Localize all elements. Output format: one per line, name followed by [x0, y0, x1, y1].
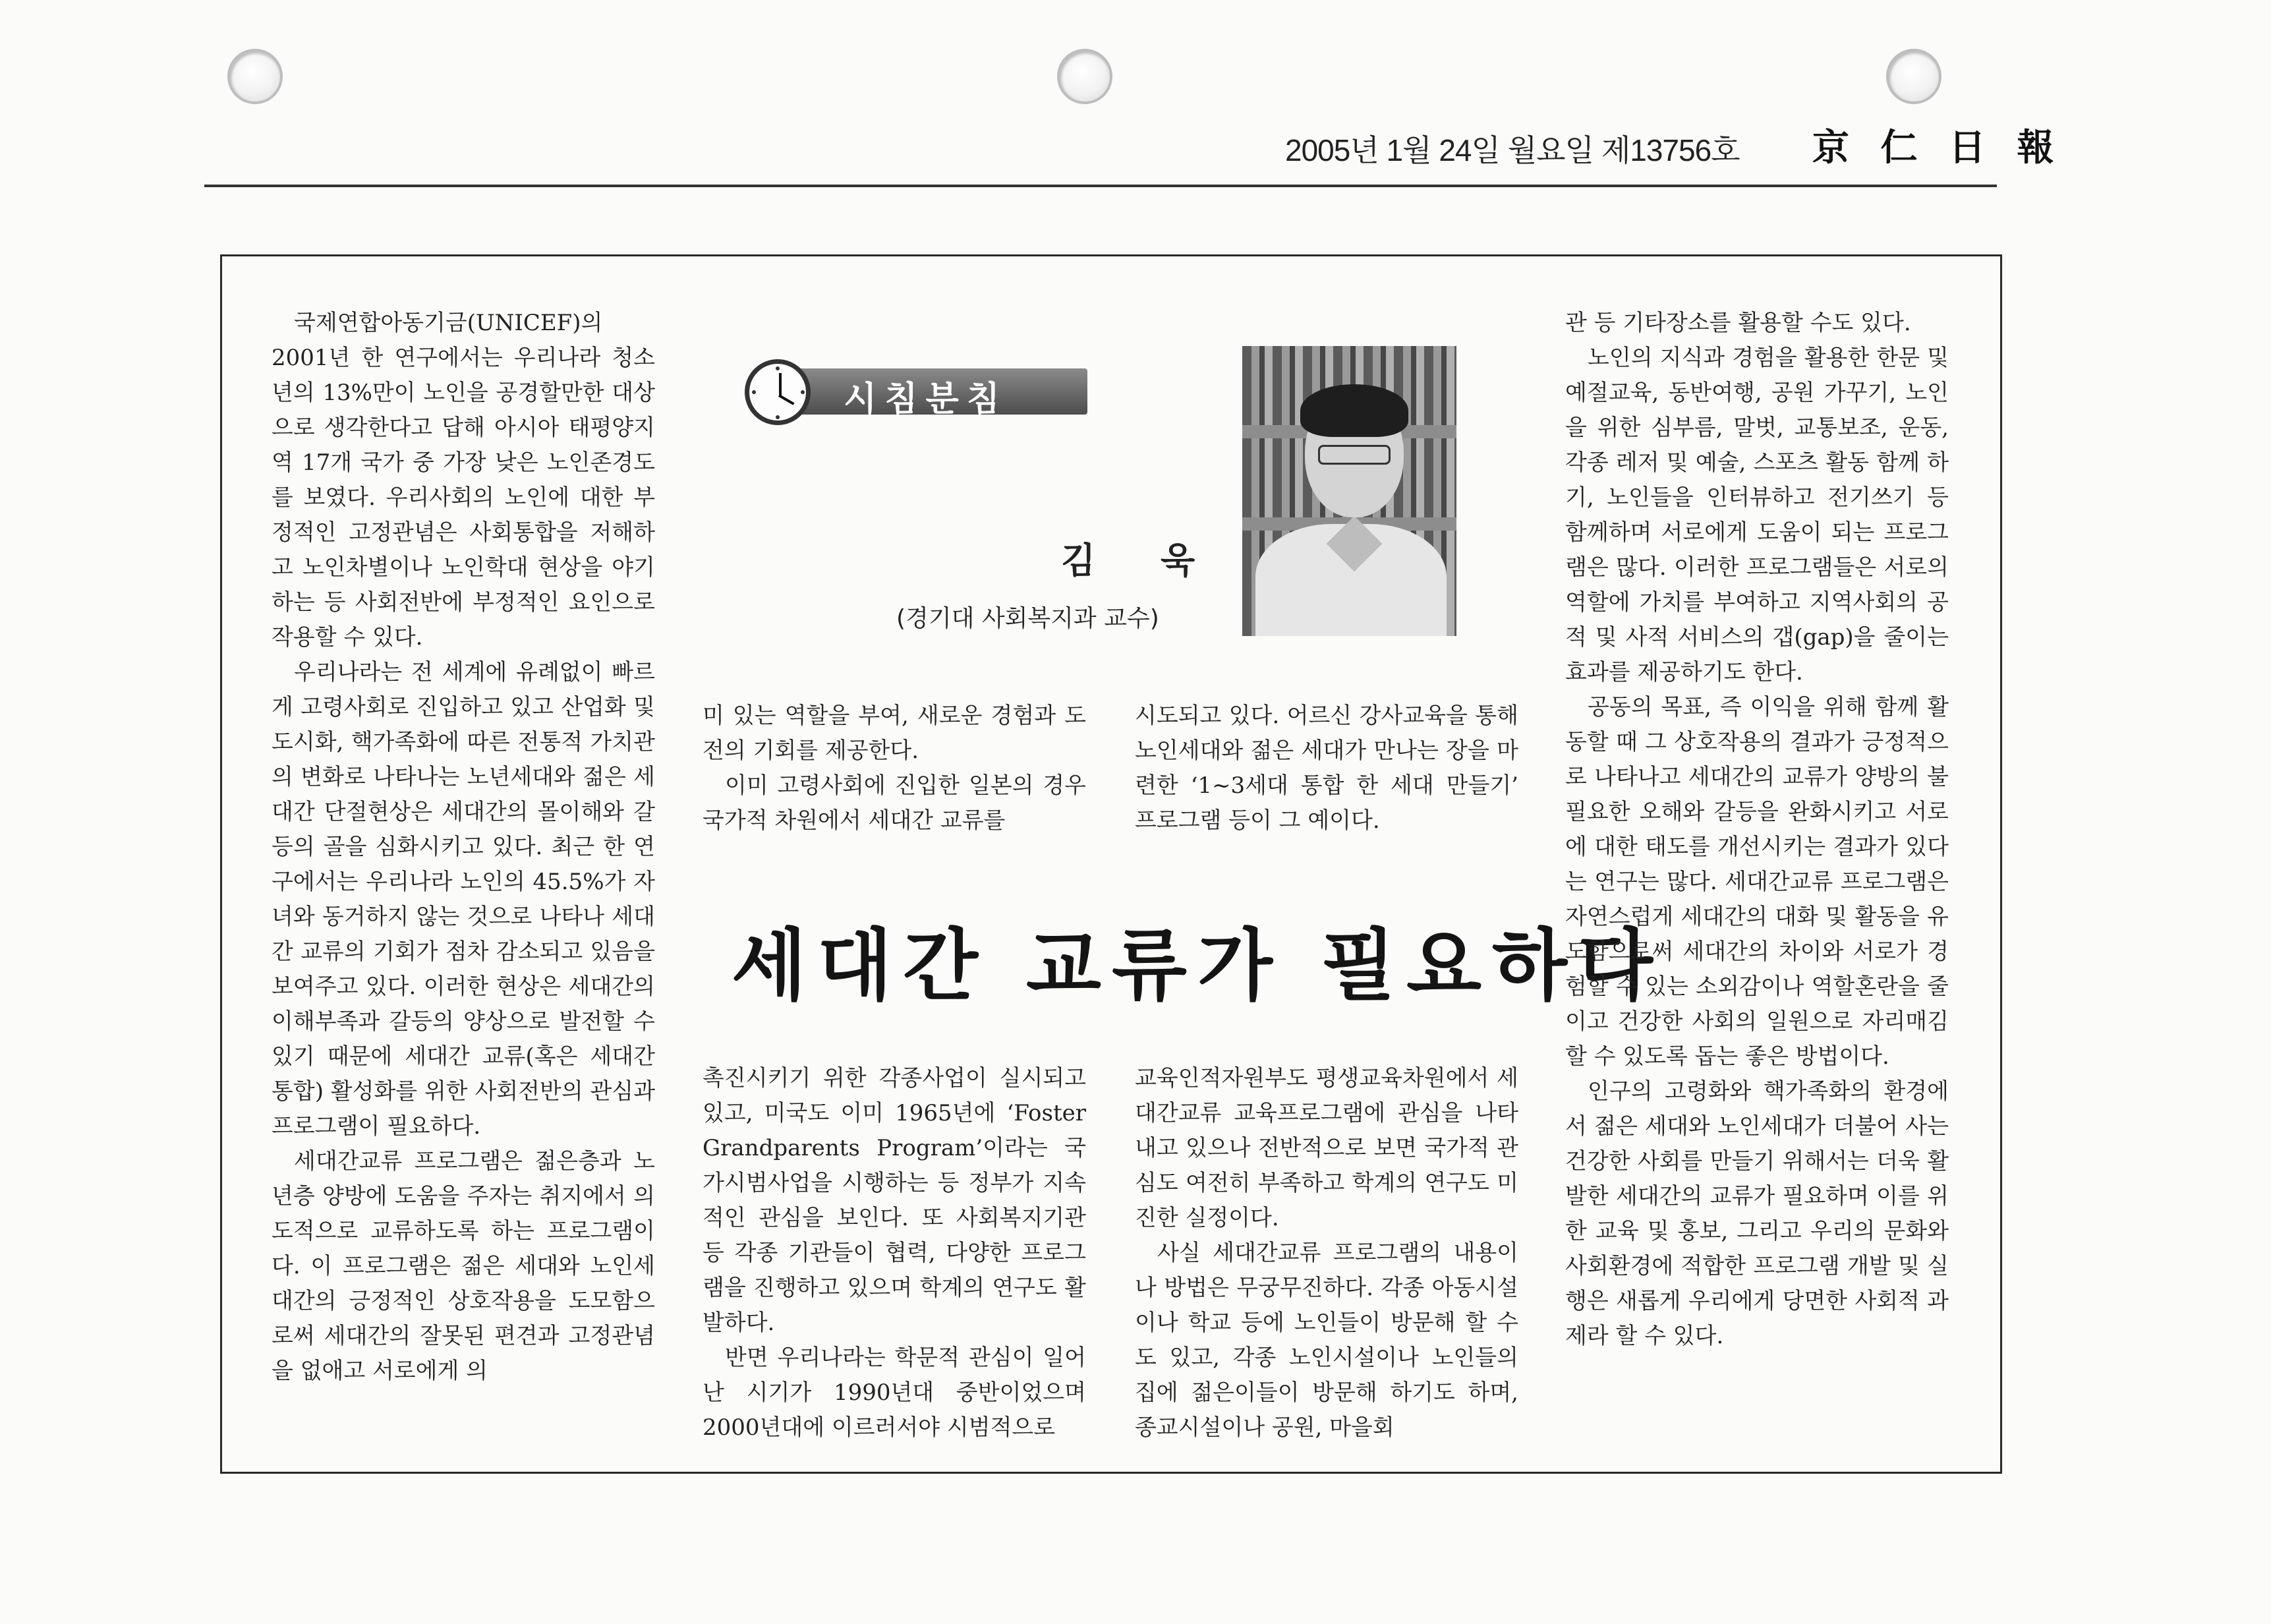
clock-icon: [745, 359, 811, 425]
paragraph: 우리나라는 전 세계에 유례없이 빠르게 고령사회로 진입하고 있고 산업화 및 도시화, 핵가족화에 따른 전통적 가치관의 변화로 나타나는 노년세대와 젊은 세대간 단절현상은 세대간의 몰이해와 갈등의 골을 심화시키고 있다. 최근 한 연구에서는 우리나라 노인의 45.5%가 자녀와 동거하지 않는 것으로 나타나 세대간 교류의 기회가 점차 감소되고 있음을 보여주고 있다. 이러한 현상은 세대간의 이해부족과 갈등의 양상으로 발전할 수 있기 때문에 세대간 교류(혹은 세대간 통합) 활성화를 위한 사회전반의 관심과 프로그램이 필요하다.: [272, 659, 655, 1140]
column-badge-label: 시침분침: [844, 380, 1008, 419]
paragraph: 미 있는 역할을 부여, 새로운 경험과 도전의 기회를 제공한다.: [703, 703, 1086, 764]
article-column-mid-2-top: [1135, 699, 1518, 838]
photo-hair: [1300, 384, 1408, 437]
newspaper-masthead: 京 仁 日 報: [1812, 127, 2063, 169]
photo-glasses: [1318, 445, 1391, 465]
article-headline: 세대간 교류가 필요하다: [732, 919, 1664, 1011]
author-photo: [1242, 346, 1456, 636]
punch-hole-left: [227, 49, 283, 104]
article-column-left: [272, 306, 655, 1389]
article-column-mid-2-bottom: [1135, 1061, 1518, 1445]
issue-date: 2005년 1월 24일 월요일 제13756호: [1285, 133, 1740, 167]
paragraph: 세대간교류 프로그램은 젊은층과 노년층 양방에 도움을 주자는 취지에서 의도적으로 교류하도록 하는 프로그램이다. 이 프로그램은 젊은 세대와 노인세대간의 긍정적인 상호작용을 도모함으로써 세대간의 잘못된 편견과 고정관념을 없애고 서로에게 의: [272, 1148, 655, 1384]
paragraph: 이미 고령사회에 진입한 일본의 경우 국가적 차원에서 세대간 교류를: [703, 772, 1086, 834]
paragraph: 노인의 지식과 경험을 활용한 한문 및 예절교육, 동반여행, 공원 가꾸기, 노인을 위한 심부름, 말벗, 교통보조, 운동, 각종 레저 및 예술, 스포츠 활동 함께 하기, 노인들을 인터뷰하고 전기쓰기 등 함께하며 서로에게 도움이 되는 프로그램은 많다. 이러한 프로그램들은 서로의 역할에 가치를 부여하고 지역사회의 공적 및 사적 서비스의 갭(gap)을 줄이는 효과를 제공하기도 한다.: [1565, 345, 1949, 685]
clock-tick: [776, 415, 780, 419]
header-rule: [204, 185, 1997, 187]
paragraph: 교육인적자원부도 평생교육차원에서 세대간교류 교육프로그램에 관심을 나타내고 있으나 전반적으로 보면 국가적 관심도 여전히 부족하고 학계의 연구도 미진한 실정이다.: [1135, 1065, 1518, 1231]
article-column-right: [1565, 306, 1949, 1354]
clock-tick: [752, 390, 756, 394]
paragraph: 공동의 목표, 즉 이익을 위해 함께 활동할 때 그 상호작용의 결과가 긍정적으로 나타나고 세대간의 교류가 양방의 불필요한 오해와 갈등을 완화시키고 서로에 대한 태도를 개선시키는 결과가 있다는 연구는 많다. 세대간교류 프로그램은 자연스럽게 세대간의 대화 및 활동을 유도함으로써 세대간의 차이와 서로가 경험할 수 있는 소외감이나 역할혼란을 줄이고 건강한 사회의 일원으로 자리매김 할 수 있도록 돕는 좋은 방법이다.: [1565, 694, 1949, 1070]
article-column-mid-1-bottom: [703, 1061, 1086, 1445]
paragraph: 촉진시키기 위한 각종사업이 실시되고 있고, 미국도 이미 1965년에 ‘Foster Grandparents Program’이라는 국가시범사업을 시행하는 등 정부가 지속적인 관심을 보인다. 또 사회복지기관 등 각종 기관들이 협력, 다양한 프로그램을 진행하고 있으며 학계의 연구도 활발하다.: [703, 1065, 1086, 1336]
clock-hour-hand: [779, 373, 782, 397]
paragraph: 인구의 고령화와 핵가족화의 환경에서 젊은 세대와 노인세대가 더불어 사는 건강한 사회를 만들기 위해서는 더욱 활발한 세대간의 교류가 필요하며 이를 위한 교육 및 홍보, 그리고 우리의 문화와 사회환경에 적합한 프로그램 개발 및 실행은 새롭게 우리에게 당면한 사회적 과제라 할 수 있다.: [1565, 1078, 1949, 1349]
clock-tick: [776, 366, 780, 370]
paragraph: 시도되고 있다. 어르신 강사교육을 통해 노인세대와 젊은 세대가 만나는 장을 마련한 ‘1~3세대 통합 한 세대 만들기’ 프로그램 등이 그 예이다.: [1135, 703, 1518, 834]
author-name: 김 욱: [1061, 539, 1222, 581]
paragraph: 반면 우리나라는 학문적 관심이 일어난 시기가 1990년대 중반이었으며 2000년대에 이르러서야 시범적으로: [703, 1345, 1086, 1441]
clock-minute-hand: [778, 394, 795, 405]
paragraph: 관 등 기타장소를 활용할 수도 있다.: [1565, 310, 1911, 336]
paragraph: 사실 세대간교류 프로그램의 내용이나 방법은 무궁무진하다. 각종 아동시설이나 학교 등에 노인들이 방문해 할 수도 있고, 각종 노인시설이나 노인들의 집에 젊은이들이 방문해 하기도 하며, 종교시설이나 공원, 마을회: [1135, 1240, 1518, 1441]
paragraph: 국제연합아동기금(UNICEF)의 2001년 한 연구에서는 우리나라 청소년의 13%만이 노인을 공경할만한 대상으로 생각한다고 답해 아시아 태평양지역 17개 국가 중 가장 낮은 노인존경도를 보였다. 우리사회의 노인에 대한 부정적인 고정관념은 사회통합을 저해하고 노인차별이나 노인학대 현상을 야기하는 등 사회전반에 부정적인 요인으로 작용할 수 있다.: [272, 310, 655, 651]
punch-hole-center: [1057, 49, 1112, 104]
clock-tick: [801, 390, 805, 394]
author-title: (경기대 사회복지과 교수): [896, 605, 1159, 632]
column-badge: [745, 359, 1087, 422]
article-column-mid-1-top: [703, 699, 1086, 838]
punch-hole-right: [1886, 49, 1941, 104]
